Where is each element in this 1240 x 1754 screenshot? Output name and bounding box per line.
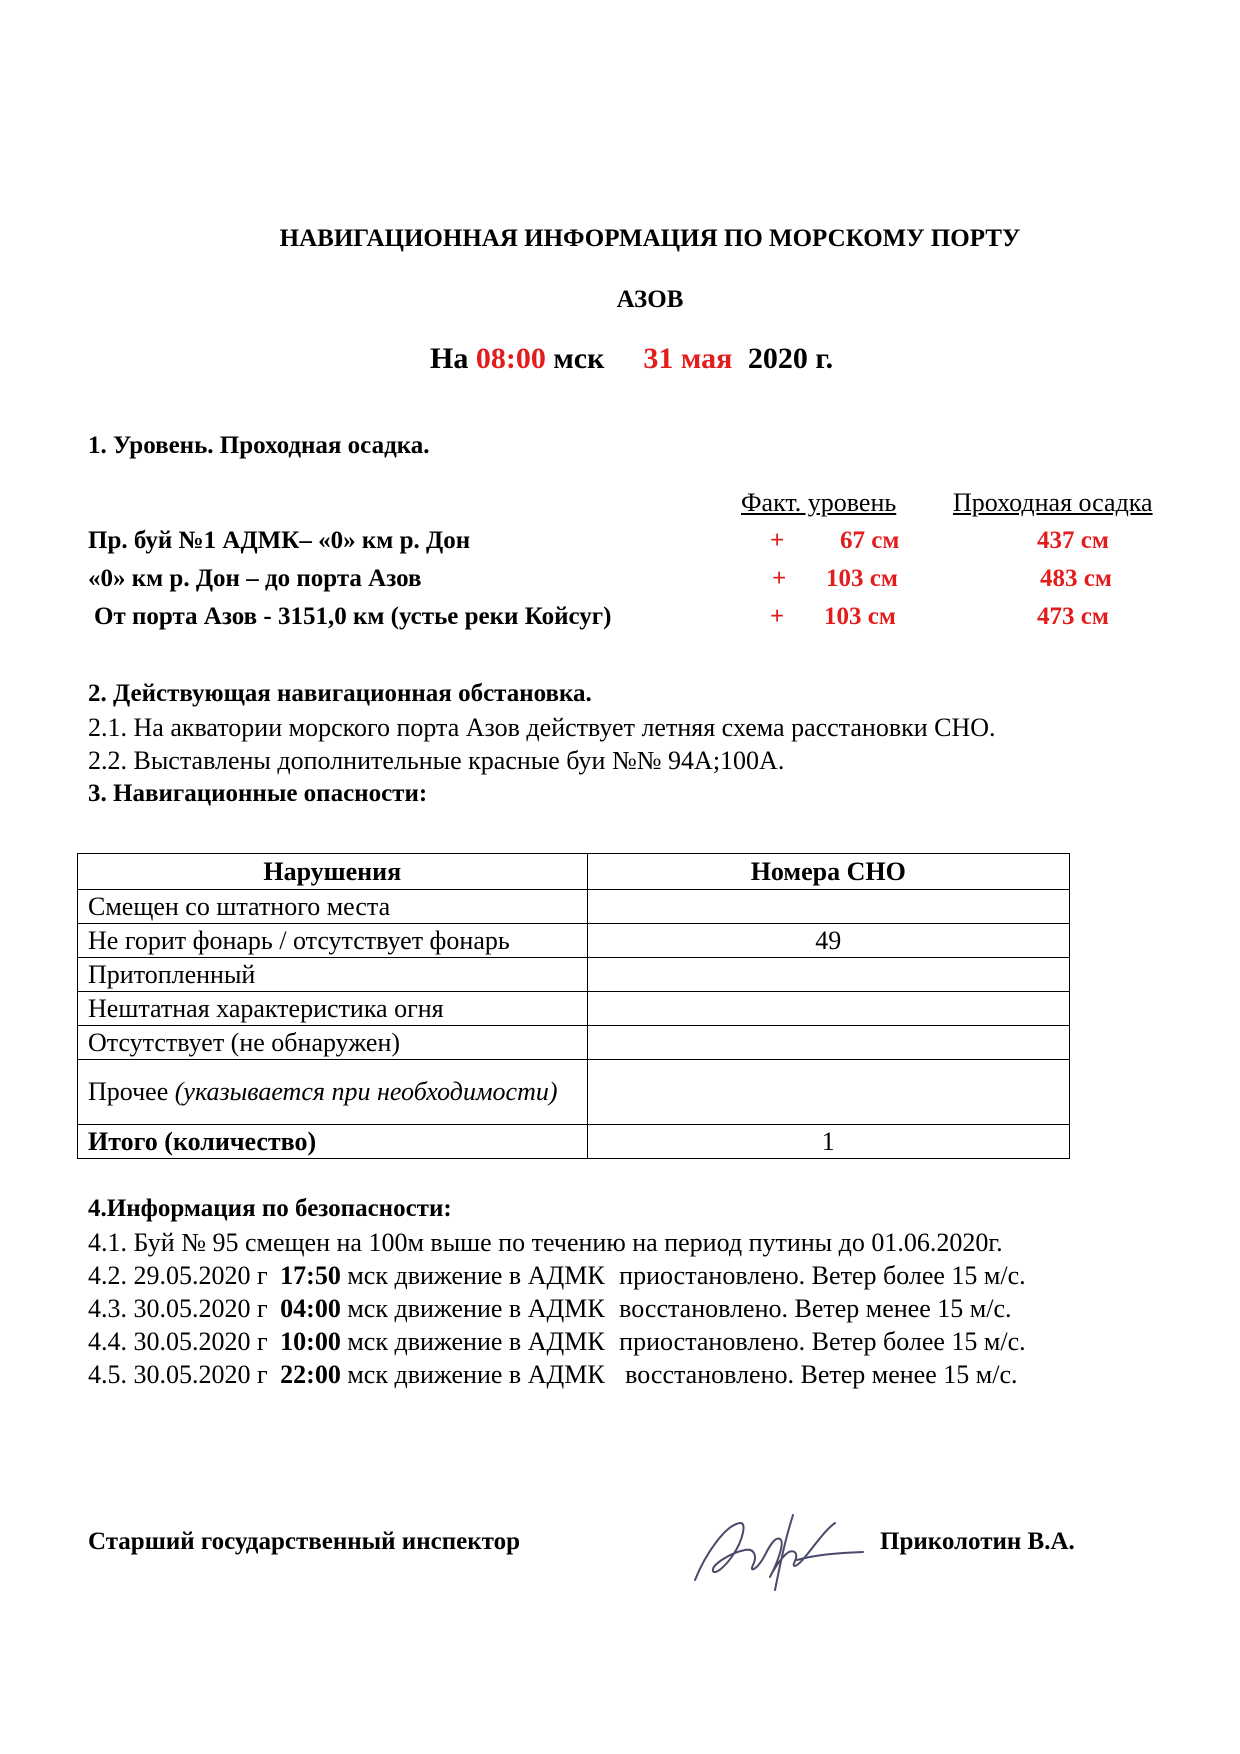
item-status: приостановлено. Ветер более 15 м/с. bbox=[619, 1261, 1026, 1290]
level-row-3-name: От порта Азов - 3151,0 км (устье реки Койсуг) bbox=[94, 603, 612, 630]
item-prefix: 4.5. 30.05.2020 г bbox=[88, 1360, 268, 1389]
table-row-value: 49 bbox=[587, 924, 1069, 958]
title-line-2: АЗОВ bbox=[616, 286, 684, 313]
table-row-label: Отсутствует (не обнаружен) bbox=[78, 1026, 588, 1060]
section4-item-2 bbox=[88, 1261, 1026, 1291]
table-row bbox=[78, 924, 1070, 958]
table-col-violations: Нарушения bbox=[78, 854, 588, 890]
table-row bbox=[78, 958, 1070, 992]
item-middle: мск движение в АДМК bbox=[347, 1294, 605, 1323]
date-prefix: На bbox=[430, 342, 469, 375]
table-row-other bbox=[78, 1060, 1070, 1125]
table-total-row bbox=[78, 1125, 1070, 1159]
table-row bbox=[78, 890, 1070, 924]
table-row-label: Не горит фонарь / отсутствует фонарь bbox=[78, 924, 588, 958]
table-row-label: Нештатная характеристика огня bbox=[78, 992, 588, 1026]
item-middle: мск движение в АДМК bbox=[347, 1261, 605, 1290]
signature-image bbox=[685, 1495, 870, 1605]
section2-item-2: 2.2. Выставлены дополнительные красные буи №№ 94А;100А. bbox=[88, 746, 785, 775]
table-row bbox=[78, 1026, 1070, 1060]
section2-heading: 2. Действующая навигационная обстановка. bbox=[88, 680, 592, 707]
table-row-value bbox=[587, 992, 1069, 1026]
item-status: восстановлено. Ветер менее 15 м/с. bbox=[625, 1360, 1018, 1389]
section1-heading: 1. Уровень. Проходная осадка. bbox=[88, 432, 430, 459]
section2-item-1: 2.1. На акватории морского порта Азов действует летняя схема расстановки СНО. bbox=[88, 713, 996, 742]
section4-item-3 bbox=[88, 1294, 1011, 1324]
violations-table bbox=[77, 853, 1070, 1159]
report-time: 08:00 bbox=[475, 342, 546, 375]
level-row-2-draft: 483 см bbox=[1040, 565, 1112, 592]
signatory-name: Приколотин В.А. bbox=[880, 1528, 1075, 1555]
table-total-value: 1 bbox=[587, 1125, 1069, 1159]
table-row-value bbox=[587, 1026, 1069, 1060]
level-row-2-level: 103 см bbox=[826, 565, 898, 592]
level-row-2-sign: + bbox=[772, 565, 787, 592]
report-year: 2020 г. bbox=[747, 342, 834, 375]
level-row-1-level: 67 см bbox=[840, 527, 900, 554]
level-row-1-sign: + bbox=[770, 527, 785, 554]
table-row-value bbox=[587, 958, 1069, 992]
table-row-label: Смещен со штатного места bbox=[78, 890, 588, 924]
section3-heading: 3. Навигационные опасности: bbox=[88, 780, 428, 807]
title-line-1: НАВИГАЦИОННАЯ ИНФОРМАЦИЯ ПО МОРСКОМУ ПОРТУ bbox=[279, 225, 1021, 252]
level-row-1-draft: 437 см bbox=[1037, 527, 1109, 554]
item-prefix: 4.2. 29.05.2020 г bbox=[88, 1261, 268, 1290]
level-row-3-level: 103 см bbox=[824, 603, 896, 630]
level-row-3-draft: 473 см bbox=[1037, 603, 1109, 630]
time-suffix: мск bbox=[553, 342, 605, 375]
other-label: Прочее bbox=[88, 1077, 169, 1106]
item-time: 04:00 bbox=[280, 1294, 341, 1323]
table-row bbox=[78, 992, 1070, 1026]
item-middle: мск движение в АДМК bbox=[347, 1360, 605, 1389]
item-status: восстановлено. Ветер менее 15 м/с. bbox=[619, 1294, 1012, 1323]
signatory-position: Старший государственный инспектор bbox=[88, 1528, 520, 1555]
report-date: 31 мая bbox=[643, 342, 733, 375]
other-note: (указывается при необходимости) bbox=[174, 1077, 558, 1106]
level-row-1-name: Пр. буй №1 АДМК– «0» км р. Дон bbox=[88, 527, 471, 554]
item-time: 10:00 bbox=[280, 1327, 341, 1356]
report-datetime bbox=[430, 342, 833, 376]
table-col-sno-numbers: Номера СНО bbox=[587, 854, 1069, 890]
table-row-value bbox=[587, 890, 1069, 924]
section4-item-4 bbox=[88, 1327, 1026, 1357]
item-middle: мск движение в АДМК bbox=[347, 1327, 605, 1356]
item-status: приостановлено. Ветер более 15 м/с. bbox=[619, 1327, 1026, 1356]
level-row-3-sign: + bbox=[770, 603, 785, 630]
item-time: 22:00 bbox=[280, 1360, 341, 1389]
section4-item-5 bbox=[88, 1360, 1017, 1390]
item-prefix: 4.3. 30.05.2020 г bbox=[88, 1294, 268, 1323]
level-row-2-name: «0» км р. Дон – до порта Азов bbox=[88, 565, 422, 592]
item-prefix: 4.4. 30.05.2020 г bbox=[88, 1327, 268, 1356]
section4-item-1: 4.1. Буй № 95 смещен на 100м выше по течению на период путины до 01.06.2020г. bbox=[88, 1228, 1003, 1257]
col-header-level: Факт. уровень bbox=[741, 488, 897, 517]
table-row-other-label bbox=[78, 1060, 588, 1125]
table-total-label: Итого (количество) bbox=[78, 1125, 588, 1159]
table-header-row bbox=[78, 854, 1070, 890]
col-header-draft: Проходная осадка bbox=[953, 488, 1153, 517]
section4-heading: 4.Информация по безопасности: bbox=[88, 1195, 452, 1222]
table-row-other-value bbox=[587, 1060, 1069, 1125]
item-time: 17:50 bbox=[280, 1261, 341, 1290]
table-row-label: Притопленный bbox=[78, 958, 588, 992]
